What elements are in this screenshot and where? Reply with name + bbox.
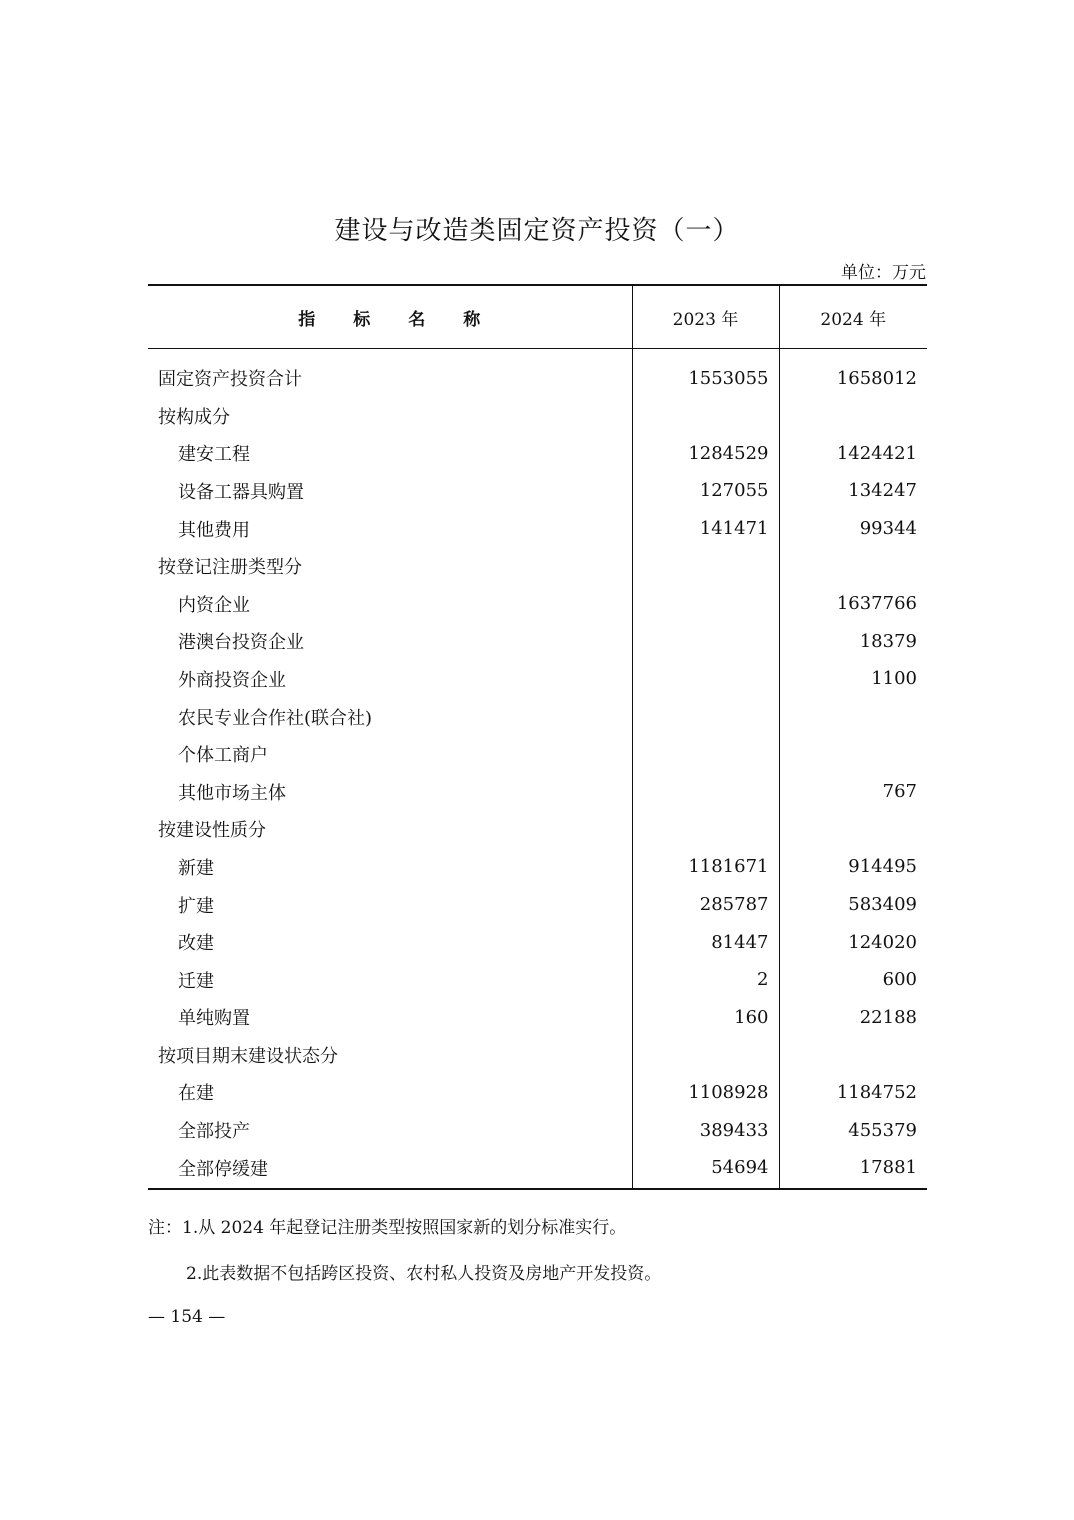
value-2024: 18379	[779, 623, 927, 661]
value-2023: 160	[632, 999, 779, 1037]
value-2024	[779, 698, 927, 736]
investment-table-container	[148, 284, 927, 1190]
value-2023: 81447	[632, 923, 779, 961]
header-indicator-name: 指标名称	[148, 285, 632, 349]
value-2023: 285787	[632, 886, 779, 924]
row-name: 新建	[178, 857, 214, 879]
value-2024	[779, 1036, 927, 1074]
table-row	[148, 349, 927, 398]
table-row	[148, 886, 927, 924]
value-2024: 914495	[779, 848, 927, 886]
table-row	[148, 1149, 927, 1190]
value-2023: 54694	[632, 1149, 779, 1190]
value-2023: 141471	[632, 510, 779, 548]
row-name: 其他市场主体	[178, 782, 286, 804]
table-row	[148, 660, 927, 698]
value-2024: 1100	[779, 660, 927, 698]
value-2023	[632, 585, 779, 623]
value-2024: 1637766	[779, 585, 927, 623]
note-1: 注：1.从 2024 年起登记注册类型按照国家新的划分标准实行。	[148, 1218, 627, 1238]
value-2023: 2	[632, 961, 779, 999]
value-2024: 17881	[779, 1149, 927, 1190]
table-row	[148, 773, 927, 811]
value-2024: 134247	[779, 472, 927, 510]
row-name: 全部投产	[178, 1121, 250, 1143]
value-2024: 124020	[779, 923, 927, 961]
row-name: 单纯购置	[178, 1008, 250, 1030]
unit-label: 单位：万元	[841, 263, 926, 283]
row-name: 农民专业合作社(联合社)	[178, 707, 373, 729]
value-2024	[779, 397, 927, 435]
row-name: 建安工程	[178, 444, 250, 466]
value-2023: 1181671	[632, 848, 779, 886]
value-2024: 583409	[779, 886, 927, 924]
value-2024: 99344	[779, 510, 927, 548]
header-2023: 2023 年	[632, 285, 779, 349]
table-row	[148, 510, 927, 548]
table-row	[148, 547, 927, 585]
row-name: 按建设性质分	[158, 820, 266, 842]
value-2023	[632, 698, 779, 736]
table-row	[148, 735, 927, 773]
page-title: 建设与改造类固定资产投资（一）	[334, 216, 740, 246]
row-name: 港澳台投资企业	[178, 632, 304, 654]
row-name: 扩建	[178, 895, 214, 917]
notes	[148, 1214, 661, 1306]
row-name: 设备工器具购置	[178, 481, 304, 503]
row-name: 个体工商户	[178, 745, 268, 767]
table-row	[148, 811, 927, 849]
value-2024: 1658012	[779, 349, 927, 398]
value-2023	[632, 735, 779, 773]
value-2024: 1184752	[779, 1074, 927, 1112]
value-2024	[779, 735, 927, 773]
page-number: — 154 —	[148, 1307, 226, 1327]
row-name: 在建	[178, 1083, 214, 1105]
value-2024: 455379	[779, 1111, 927, 1149]
value-2023: 1553055	[632, 349, 779, 398]
table-row	[148, 397, 927, 435]
row-name: 按登记注册类型分	[158, 557, 302, 579]
value-2024	[779, 547, 927, 585]
table-row	[148, 848, 927, 886]
value-2023	[632, 660, 779, 698]
table-row	[148, 923, 927, 961]
row-name: 改建	[178, 933, 214, 955]
table-row	[148, 1074, 927, 1112]
table-row	[148, 961, 927, 999]
row-name: 内资企业	[178, 594, 250, 616]
row-name: 固定资产投资合计	[158, 369, 302, 390]
table-body	[148, 349, 927, 1190]
table-row	[148, 435, 927, 473]
value-2024: 1424421	[779, 435, 927, 473]
value-2023	[632, 397, 779, 435]
value-2023	[632, 1036, 779, 1074]
value-2024: 22188	[779, 999, 927, 1037]
value-2023: 389433	[632, 1111, 779, 1149]
value-2023	[632, 547, 779, 585]
value-2024: 767	[779, 773, 927, 811]
row-name: 迁建	[178, 970, 214, 992]
value-2023	[632, 773, 779, 811]
note-2: 2.此表数据不包括跨区投资、农村私人投资及房地产开发投资。	[186, 1264, 662, 1284]
row-name: 按项目期末建设状态分	[158, 1045, 338, 1067]
table-header	[148, 285, 927, 349]
value-2024: 600	[779, 961, 927, 999]
row-name: 外商投资企业	[178, 669, 286, 691]
investment-table	[148, 284, 927, 1190]
table-row	[148, 472, 927, 510]
table-row	[148, 1036, 927, 1074]
value-2023: 1284529	[632, 435, 779, 473]
table-row	[148, 698, 927, 736]
row-name: 其他费用	[178, 519, 250, 541]
row-name: 按构成分	[158, 406, 230, 428]
value-2023: 1108928	[632, 1074, 779, 1112]
table-row	[148, 623, 927, 661]
row-name: 全部停缓建	[178, 1158, 268, 1180]
table-row	[148, 1111, 927, 1149]
table-row	[148, 585, 927, 623]
value-2024	[779, 811, 927, 849]
value-2023: 127055	[632, 472, 779, 510]
table-row	[148, 999, 927, 1037]
header-2024: 2024 年	[779, 285, 927, 349]
value-2023	[632, 811, 779, 849]
value-2023	[632, 623, 779, 661]
